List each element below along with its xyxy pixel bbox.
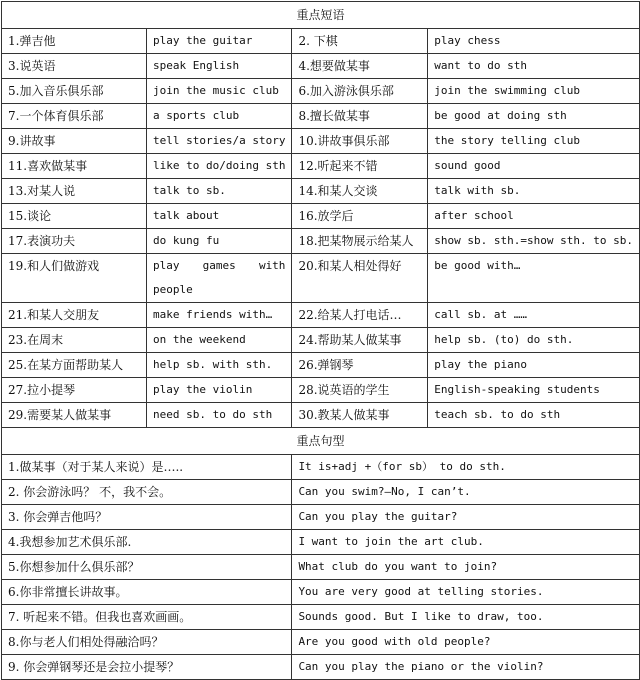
sentence-row xyxy=(2,580,640,605)
phrase-english: want to do sth xyxy=(428,54,640,79)
sentence-english: Can you play the guitar? xyxy=(292,505,640,530)
sentence-english: You are very good at telling stories. xyxy=(292,580,640,605)
sentence-english: Sounds good. But I like to draw, too. xyxy=(292,605,640,630)
sentence-row xyxy=(2,480,640,505)
phrase-english: show sb. sth.=show sth. to sb. xyxy=(428,229,640,254)
phrase-chinese: 4.想要做某事 xyxy=(292,54,428,79)
phrase-chinese: 1.弹吉他 xyxy=(2,29,147,54)
phrase-english: teach sb. to do sth xyxy=(428,403,640,428)
phrase-english: talk to sb. xyxy=(146,179,291,204)
sentence-row xyxy=(2,605,640,630)
phrase-english: English-speaking students xyxy=(428,378,640,403)
phrase-row xyxy=(2,54,640,79)
phrase-row xyxy=(2,303,640,328)
phrase-chinese: 28.说英语的学生 xyxy=(292,378,428,403)
phrase-english: like to do/doing sth xyxy=(146,154,291,179)
phrase-row xyxy=(2,378,640,403)
phrase-english: do kung fu xyxy=(146,229,291,254)
phrase-chinese: 29.需要某人做某事 xyxy=(2,403,147,428)
phrases-title: 重点短语 xyxy=(2,2,640,29)
phrase-english: talk about xyxy=(146,204,291,229)
phrase-chinese: 5.加入音乐俱乐部 xyxy=(2,79,147,104)
phrase-row xyxy=(2,129,640,154)
phrase-chinese: 8.擅长做某事 xyxy=(292,104,428,129)
phrase-english: talk with sb. xyxy=(428,179,640,204)
phrase-row xyxy=(2,254,640,303)
phrase-english: play games with people xyxy=(146,254,291,303)
phrase-english: tell stories/a story xyxy=(146,129,291,154)
sentence-chinese: 8.你与老人们相处得融洽吗？ xyxy=(2,630,292,655)
phrase-chinese: 17.表演功夫 xyxy=(2,229,147,254)
phrase-chinese: 10.讲故事俱乐部 xyxy=(292,129,428,154)
phrase-row xyxy=(2,353,640,378)
phrase-english: call sb. at …… xyxy=(428,303,640,328)
sentence-row xyxy=(2,505,640,530)
phrase-chinese: 13.对某人说 xyxy=(2,179,147,204)
sentence-english: Can you play the piano or the violin? xyxy=(292,655,640,680)
phrase-chinese: 9.讲故事 xyxy=(2,129,147,154)
phrase-chinese: 14.和某人交谈 xyxy=(292,179,428,204)
phrase-chinese: 23.在周末 xyxy=(2,328,147,353)
phrase-chinese: 7.一个体育俱乐部 xyxy=(2,104,147,129)
phrase-row xyxy=(2,229,640,254)
phrase-english: need sb. to do sth xyxy=(146,403,291,428)
phrase-english: after school xyxy=(428,204,640,229)
sentence-chinese: 4.我想参加艺术俱乐部. xyxy=(2,530,292,555)
sentence-row xyxy=(2,530,640,555)
sentence-chinese: 3. 你会弹吉他吗？ xyxy=(2,505,292,530)
phrase-row xyxy=(2,79,640,104)
phrase-chinese: 19.和人们做游戏 xyxy=(2,254,147,303)
sentence-chinese: 7. 听起来不错。但我也喜欢画画。 xyxy=(2,605,292,630)
phrase-chinese: 20.和某人相处得好 xyxy=(292,254,428,303)
phrase-row xyxy=(2,104,640,129)
sentence-english: It is+adj +（for sb） to do sth. xyxy=(292,455,640,480)
sentence-chinese: 1.做某事（对于某人来说）是….. xyxy=(2,455,292,480)
sentences-title: 重点句型 xyxy=(2,428,640,455)
sentence-english: What club do you want to join? xyxy=(292,555,640,580)
phrase-english: sound good xyxy=(428,154,640,179)
phrase-chinese: 24.帮助某人做某事 xyxy=(292,328,428,353)
phrase-english: help sb. (to) do sth. xyxy=(428,328,640,353)
phrase-chinese: 26.弹钢琴 xyxy=(292,353,428,378)
phrase-row xyxy=(2,328,640,353)
phrase-chinese: 30.教某人做某事 xyxy=(292,403,428,428)
phrase-row xyxy=(2,154,640,179)
phrase-row xyxy=(2,29,640,54)
phrase-english: speak English xyxy=(146,54,291,79)
phrase-english: help sb. with sth. xyxy=(146,353,291,378)
phrase-chinese: 18.把某物展示给某人 xyxy=(292,229,428,254)
phrase-english: play the piano xyxy=(428,353,640,378)
phrase-english: join the swimming club xyxy=(428,79,640,104)
sentence-chinese: 2. 你会游泳吗？ 不，我不会。 xyxy=(2,480,292,505)
sentence-row xyxy=(2,455,640,480)
phrase-chinese: 27.拉小提琴 xyxy=(2,378,147,403)
phrase-english: be good at doing sth xyxy=(428,104,640,129)
sentence-english: Can you swim?—No, I can’t. xyxy=(292,480,640,505)
sentence-chinese: 9. 你会弹钢琴还是会拉小提琴？ xyxy=(2,655,292,680)
phrase-chinese: 21.和某人交朋友 xyxy=(2,303,147,328)
sentence-row xyxy=(2,630,640,655)
sentence-english: Are you good with old people? xyxy=(292,630,640,655)
phrase-chinese: 3.说英语 xyxy=(2,54,147,79)
grammar-table xyxy=(1,1,640,680)
phrase-english: a sports club xyxy=(146,104,291,129)
sentence-chinese: 6.你非常擅长讲故事。 xyxy=(2,580,292,605)
phrase-chinese: 15.谈论 xyxy=(2,204,147,229)
phrase-english: make friends with… xyxy=(146,303,291,328)
phrase-chinese: 2. 下棋 xyxy=(292,29,428,54)
phrase-chinese: 22.给某人打电话… xyxy=(292,303,428,328)
phrase-english: join the music club xyxy=(146,79,291,104)
phrase-english: on the weekend xyxy=(146,328,291,353)
phrase-chinese: 16.放学后 xyxy=(292,204,428,229)
phrase-row xyxy=(2,179,640,204)
phrase-chinese: 6.加入游泳俱乐部 xyxy=(292,79,428,104)
sentence-chinese: 5.你想参加什么俱乐部？ xyxy=(2,555,292,580)
phrase-english: play the violin xyxy=(146,378,291,403)
phrase-english: the story telling club xyxy=(428,129,640,154)
sentence-row xyxy=(2,555,640,580)
phrase-row xyxy=(2,204,640,229)
phrase-english: be good with… xyxy=(428,254,640,303)
phrase-english: play the guitar xyxy=(146,29,291,54)
sentence-english: I want to join the art club. xyxy=(292,530,640,555)
phrase-chinese: 11.喜欢做某事 xyxy=(2,154,147,179)
phrase-chinese: 12.听起来不错 xyxy=(292,154,428,179)
phrase-row xyxy=(2,403,640,428)
phrase-english: play chess xyxy=(428,29,640,54)
phrase-chinese: 25.在某方面帮助某人 xyxy=(2,353,147,378)
